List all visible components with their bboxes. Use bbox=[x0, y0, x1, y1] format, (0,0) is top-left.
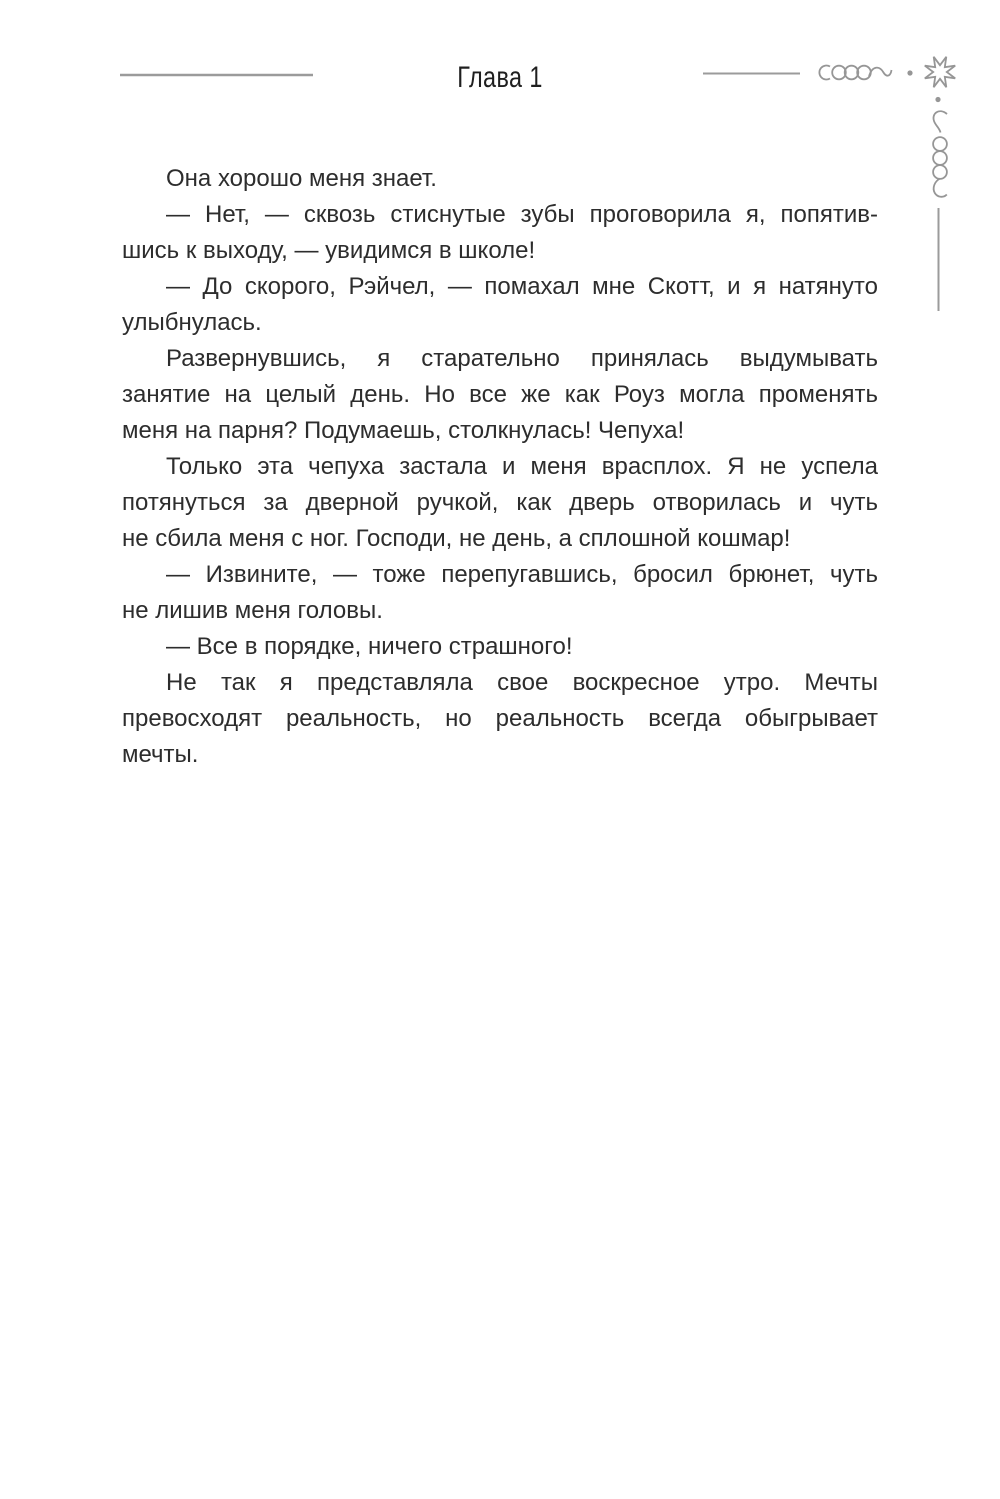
chapter-title: Глава 1 bbox=[457, 61, 543, 94]
text-line: превосходят реальность, но реальность всегда обыгрывает bbox=[122, 705, 878, 732]
paragraph bbox=[122, 665, 878, 773]
text-line: Она хорошо меня знает. bbox=[166, 165, 437, 192]
vertical-loop-flourish-icon bbox=[933, 111, 947, 197]
dot-icon bbox=[935, 97, 940, 102]
paragraph bbox=[122, 269, 878, 341]
text-line: Не так я представляла свое воскресное утро. Мечты bbox=[166, 669, 878, 696]
text-line: занятие на целый день. Но все же как Роуз могла променять bbox=[122, 381, 878, 408]
paragraph bbox=[122, 629, 878, 665]
body-text bbox=[122, 161, 878, 773]
paragraph bbox=[122, 161, 878, 197]
text-line: улыбнулась. bbox=[122, 309, 262, 336]
eight-point-star-icon bbox=[925, 57, 955, 87]
text-line: не лишив меня головы. bbox=[122, 597, 383, 624]
text-line: — До скорого, Рэйчел, — помахал мне Скотт, и я натянуто bbox=[166, 273, 878, 300]
paragraph bbox=[122, 449, 878, 557]
paragraph bbox=[122, 197, 878, 269]
paragraph bbox=[122, 341, 878, 449]
text-line: потянуться за дверной ручкой, как дверь отворилась и чуть bbox=[122, 489, 878, 516]
text-line: шись к выходу, — увидимся в школе! bbox=[122, 237, 536, 264]
text-line: Только эта чепуха застала и меня врасплох. Я не успела bbox=[166, 453, 878, 480]
text-line: — Нет, — сквозь стиснутые зубы проговорила я, попятив- bbox=[166, 201, 878, 228]
text-line: мечты. bbox=[122, 741, 199, 768]
text-line: — Извините, — тоже перепугавшись, бросил брюнет, чуть bbox=[166, 561, 878, 588]
text-line: не сбила меня с ног. Господи, не день, а сплошной кошмар! bbox=[122, 525, 791, 552]
paragraph bbox=[122, 557, 878, 629]
text-line: меня на парня? Подумаешь, столкнулась! Чепуха! bbox=[122, 417, 685, 444]
text-line: — Все в порядке, ничего страшного! bbox=[166, 633, 573, 660]
dot-icon bbox=[907, 70, 912, 75]
text-line: Развернувшись, я старательно принялась выдумывать bbox=[166, 345, 878, 372]
